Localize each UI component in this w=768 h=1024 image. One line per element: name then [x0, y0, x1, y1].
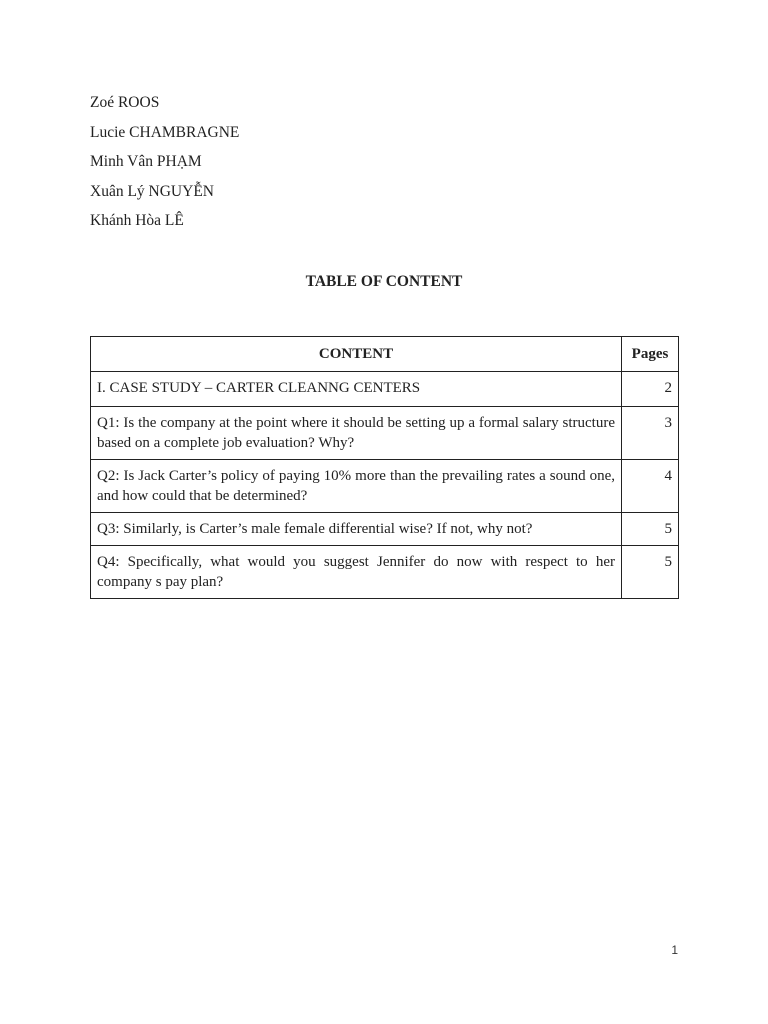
- toc-title: TABLE OF CONTENT: [305, 273, 463, 290]
- toc-row-content: Q2: Is Jack Carter’s policy of paying 10% more than the prevailing rates a sound one, and how could that be determined?: [91, 460, 622, 513]
- toc-row-page: 3: [622, 407, 679, 460]
- toc-row: [91, 546, 679, 599]
- page-number: 1: [671, 943, 678, 957]
- author-name: Minh Vân PHẠM: [90, 153, 202, 171]
- toc-table: [90, 336, 679, 599]
- author-name: Xuân Lý NGUYỄN: [90, 182, 214, 200]
- toc-row: [91, 372, 679, 407]
- author-name: Zoé ROOS: [90, 94, 160, 111]
- toc-header-row: [91, 337, 679, 372]
- author-name: Lucie CHAMBRAGNE: [90, 123, 240, 141]
- toc-row-content: Q1: Is the company at the point where it should be setting up a formal salary structure based on a complete job evaluation? Why?: [91, 407, 622, 460]
- toc-header-content: CONTENT: [91, 337, 622, 372]
- toc-row-page: 5: [622, 546, 679, 599]
- toc-row: [91, 513, 679, 546]
- toc-row-content: Q3: Similarly, is Carter’s male female differential wise? If not, why not?: [91, 513, 622, 546]
- author-name: Khánh Hòa LÊ: [90, 212, 184, 230]
- toc-row-page: 4: [622, 460, 679, 513]
- toc-header-pages: Pages: [622, 337, 679, 372]
- toc-row-page: 5: [622, 513, 679, 546]
- toc-row-page: 2: [622, 372, 679, 407]
- toc-row: [91, 407, 679, 460]
- toc-row-content: Q4: Specifically, what would you suggest Jennifer do now with respect to her company s pay plan?: [91, 546, 622, 599]
- toc-row-content: I. CASE STUDY – CARTER CLEANNG CENTERS: [91, 372, 622, 407]
- author-list: [90, 92, 239, 240]
- toc-row: [91, 460, 679, 513]
